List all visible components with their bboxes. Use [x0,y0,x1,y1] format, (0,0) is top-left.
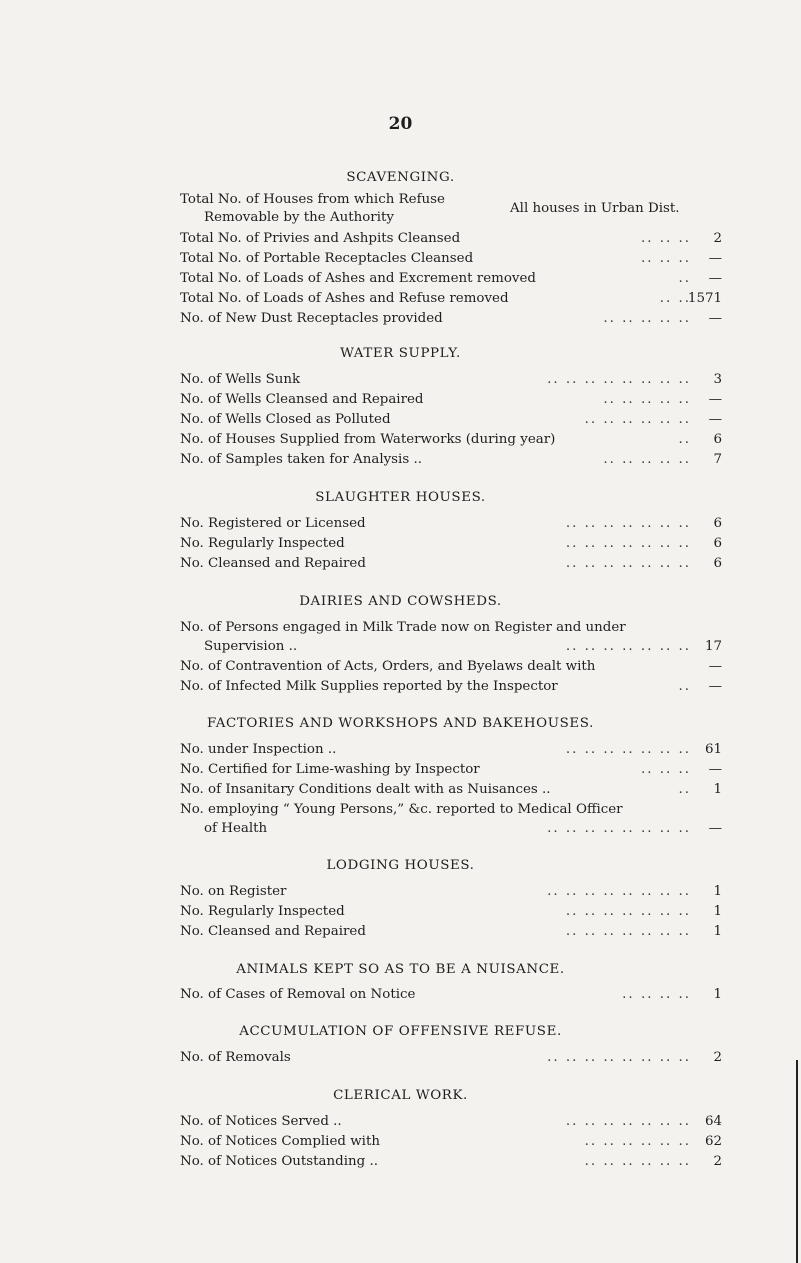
table-row [0,249,801,269]
clerical-heading: CLERICAL WORK. [333,1088,468,1103]
row-dots: .. .. .. .. .. .. [584,412,691,427]
page-edge-line [796,1060,798,1263]
row-value: 1 [713,782,722,797]
row-dots: .. .. .. .. .. .. .. [565,556,691,571]
table-row [0,985,801,1005]
row-label: No. of Persons engaged in Milk Trade now on Register and under [180,620,626,635]
row-dots: .. .. .. .. [622,987,691,1002]
refuse-heading: ACCUMULATION OF OFFENSIVE REFUSE. [239,1024,562,1039]
row-value: 17 [704,639,722,654]
row-dots: .. .. .. .. .. .. [584,1134,691,1149]
table-row [0,800,801,820]
row-label: No. Cleansed and Repaired [180,924,366,939]
row-dots: .. .. .. .. .. [603,452,691,467]
row-value: — [708,271,722,286]
row-dots: .. .. .. .. .. .. .. [565,1114,691,1129]
row-label: Supervision .. [204,639,298,654]
table-row [0,229,801,249]
table-row [0,637,801,657]
row-label: No. under Inspection .. [180,742,337,757]
row-label: No. of Removals [180,1050,291,1065]
row-label: No. Regularly Inspected [180,536,345,551]
row-value: 3 [713,372,722,387]
row-label: No. of Wells Cleansed and Repaired [180,392,424,407]
row-label: Removable by the Authority [204,210,394,225]
row-label: No. of Contravention of Acts, Orders, and Byelaws dealt with [180,659,596,674]
row-dots: .. .. .. .. .. [603,311,691,326]
row-label: No. of Insanitary Conditions dealt with as Nuisances .. [180,782,551,797]
row-value: 61 [704,742,722,757]
table-row [0,657,801,677]
animals-heading: ANIMALS KEPT SO AS TO BE A NUISANCE. [236,962,565,977]
row-value: 1 [713,884,722,899]
row-value: 6 [713,516,722,531]
row-label: Total No. of Loads of Ashes and Refuse removed [180,291,509,306]
row-label: Total No. of Privies and Ashpits Cleansed [180,231,461,246]
dairies-heading: DAIRIES AND COWSHEDS. [299,594,502,609]
row-value: 6 [713,556,722,571]
row-label: No. of New Dust Receptacles provided [180,311,443,326]
row-value: 1 [713,987,722,1002]
row-dots: .. [678,432,691,447]
row-dots: .. .. .. .. .. .. .. .. [547,821,691,836]
row-value: 2 [713,1154,722,1169]
row-label: No. of Wells Sunk [180,372,301,387]
row-dots: .. .. .. .. .. .. [584,1154,691,1169]
table-row [0,882,801,902]
table-row [0,289,801,309]
row-value: 7 [713,452,722,467]
row-label: No. of Samples taken for Analysis .. [180,452,422,467]
factories-heading: FACTORIES AND WORKSHOPS AND BAKEHOUSES. [207,716,594,731]
table-row [0,1048,801,1068]
row-value: — [708,762,722,777]
row-label: No. Registered or Licensed [180,516,366,531]
row-value: 1 [713,924,722,939]
table-row [0,269,801,289]
row-dots: .. [678,679,691,694]
table-row [0,450,801,470]
lodging-houses-heading: LODGING HOUSES. [326,858,475,873]
table-row [0,309,801,329]
row-label: Total No. of Portable Receptacles Cleansed [180,251,474,266]
row-label: No. of Notices Served .. [180,1114,342,1129]
row-label: No. of Houses Supplied from Waterworks (during year) [180,432,556,447]
row-dots: .. .. .. .. .. .. .. [565,516,691,531]
table-row [0,370,801,390]
row-value: — [708,821,722,836]
row-dots: .. [678,782,691,797]
row-dots: .. .. .. .. .. .. .. .. [547,1050,691,1065]
row-value: 62 [704,1134,722,1149]
table-row [0,1112,801,1132]
table-row [0,760,801,780]
row-value: — [708,679,722,694]
row-dots: .. .. .. .. .. .. .. [565,904,691,919]
row-label: No. employing “ Young Persons,” &c. reported to Medical Officer [180,802,623,817]
row-value: 6 [713,432,722,447]
row-value: 2 [713,1050,722,1065]
row-value: 1571 [687,291,722,306]
row-dots: .. .. .. [640,762,691,777]
table-row [0,780,801,800]
row-label: No. Certified for Lime-washing by Inspector [180,762,480,777]
row-dots: .. .. .. .. .. .. .. [565,536,691,551]
water-supply-heading: WATER SUPPLY. [340,346,461,361]
table-row [0,390,801,410]
page-number: 20 [388,114,413,134]
row-value: — [708,659,722,674]
scavenging-heading: SCAVENGING. [346,170,455,185]
houses-refuse-brace-row [0,199,801,219]
row-dots: .. [678,271,691,286]
row-label: No. of Cases of Removal on Notice [180,987,416,1002]
row-label: No. of Notices Complied with [180,1134,380,1149]
row-label: No. on Register [180,884,287,899]
row-value: 64 [704,1114,722,1129]
row-value: 1 [713,904,722,919]
row-value: — [708,392,722,407]
table-row [0,740,801,760]
table-row [0,902,801,922]
table-row [0,534,801,554]
row-label: Total No. of Loads of Ashes and Excrement removed [180,271,536,286]
table-row [0,514,801,534]
slaughter-houses-heading: SLAUGHTER HOUSES. [315,490,486,505]
row-dots: .. .. .. .. .. .. .. [565,639,691,654]
row-label: No. of Infected Milk Supplies reported by the Inspector [180,679,558,694]
row-value: — [708,412,722,427]
table-row [0,819,801,839]
row-dots: .. .. .. .. .. .. .. .. [547,372,691,387]
row-dots: .. .. .. [640,231,691,246]
row-dots: .. .. .. .. .. .. .. [565,924,691,939]
row-value: 2 [713,231,722,246]
row-dots: .. .. [659,291,691,306]
houses-refuse-value: All houses in Urban Dist. [510,201,680,216]
row-value: — [708,311,722,326]
table-row [0,430,801,450]
table-row [0,618,801,638]
row-dots: .. .. .. .. .. .. .. [565,742,691,757]
table-row [0,677,801,697]
table-row [0,410,801,430]
table-row [0,922,801,942]
row-label: of Health [204,821,268,836]
table-row [0,1152,801,1172]
row-label: No. Regularly Inspected [180,904,345,919]
table-row [0,554,801,574]
row-value: 6 [713,536,722,551]
row-label: Total No. of Houses from which Refuse [180,192,445,207]
row-label: No. of Wells Closed as Polluted [180,412,391,427]
table-row [0,1132,801,1152]
row-dots: .. .. .. .. .. [603,392,691,407]
row-label: No. Cleansed and Repaired [180,556,366,571]
row-dots: .. .. .. [640,251,691,266]
row-value: — [708,251,722,266]
row-label: No. of Notices Outstanding .. [180,1154,378,1169]
row-dots: .. .. .. .. .. .. .. .. [547,884,691,899]
